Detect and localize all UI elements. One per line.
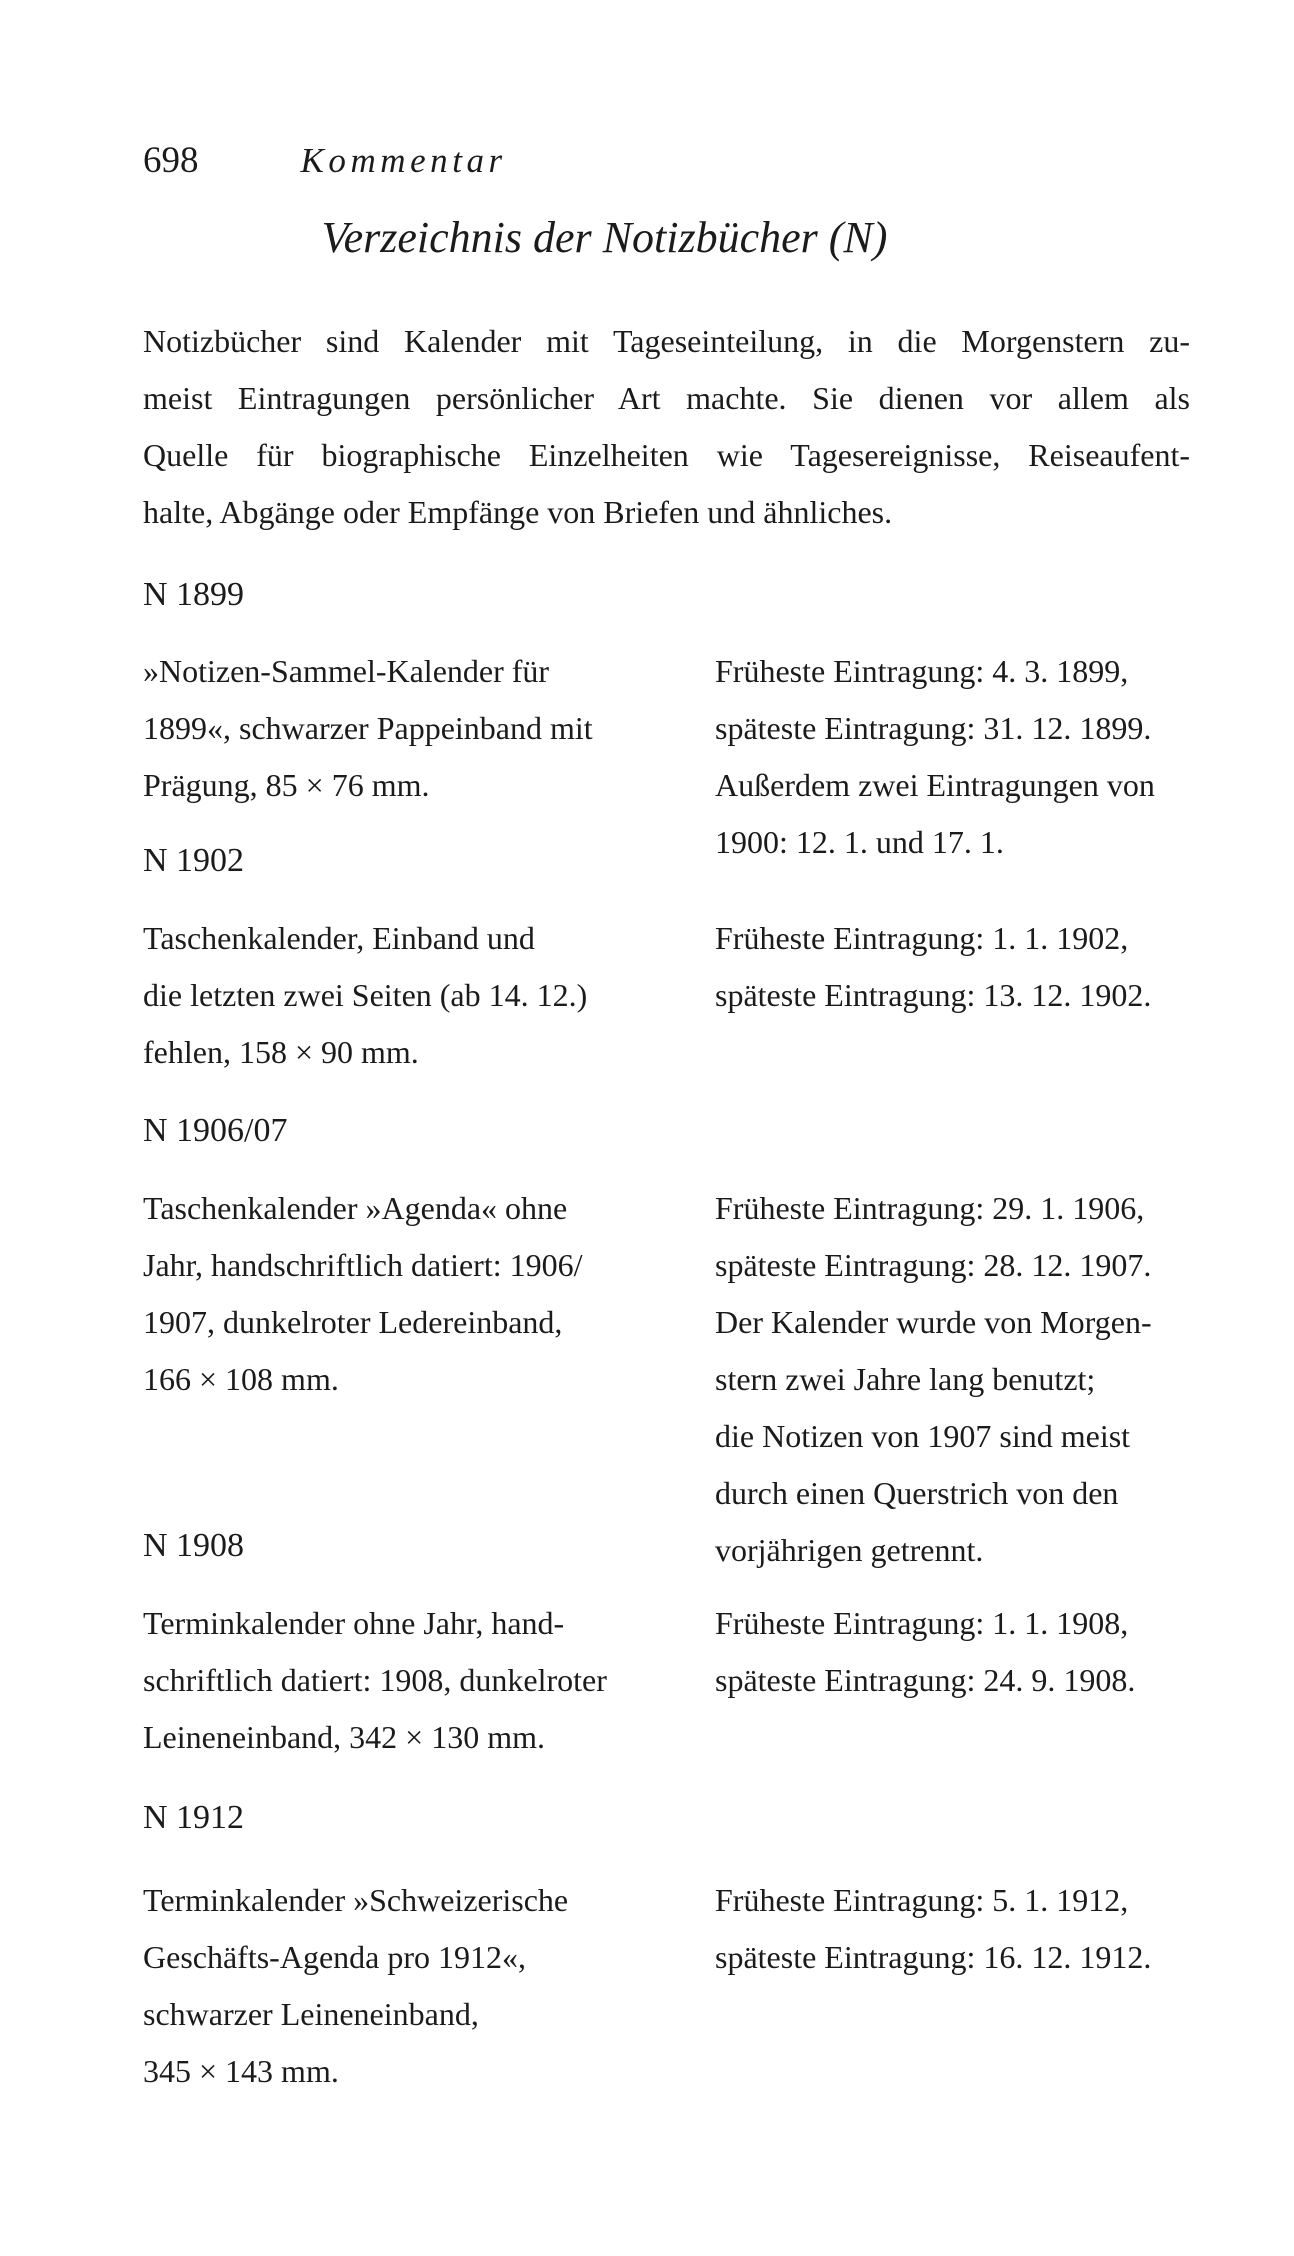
section-heading-n1899: N 1899	[143, 576, 245, 613]
intro-paragraph	[143, 313, 1190, 541]
text-line: späteste Eintragung: 28. 12. 1907.	[715, 1247, 1152, 1283]
entry-n1902-dates-column	[715, 910, 1193, 1024]
text-line: stern zwei Jahre lang benutzt;	[715, 1361, 1096, 1397]
text-line: Leineneinband, 342 × 130 mm.	[143, 1719, 545, 1755]
text-line: Früheste Eintragung: 4. 3. 1899,	[715, 653, 1129, 689]
intro-line: Notizbücher sind Kalender mit Tageseinteilung, in die Morgenstern zu-	[143, 323, 1190, 359]
section-heading-n1906-07: N 1906/07	[143, 1112, 288, 1149]
entry-n1906-07-description-column	[143, 1180, 688, 1408]
intro-line: halte, Abgänge oder Empfänge von Briefen und ähnliches.	[143, 494, 893, 530]
text-line: 1907, dunkelroter Ledereinband,	[143, 1304, 563, 1340]
page-title: Verzeichnis der Notizbücher (N)	[321, 213, 888, 262]
text-line: späteste Eintragung: 31. 12. 1899.	[715, 710, 1152, 746]
text-line: 1900: 12. 1. und 17. 1.	[715, 824, 1004, 860]
text-line: späteste Eintragung: 16. 12. 1912.	[715, 1939, 1152, 1975]
text-line: durch einen Querstrich von den	[715, 1475, 1119, 1511]
entry-n1906-07-dates-column	[715, 1180, 1193, 1579]
text-line: »Notizen-Sammel-Kalender für	[143, 653, 550, 689]
entry-n1912-dates-column	[715, 1872, 1193, 1986]
running-head: Kommentar	[300, 141, 507, 180]
entry-n1899-description-column	[143, 643, 688, 814]
text-line: Früheste Eintragung: 1. 1. 1902,	[715, 920, 1129, 956]
text-line: fehlen, 158 × 90 mm.	[143, 1034, 419, 1070]
entry-n1912-description-column	[143, 1872, 688, 2100]
text-line: Früheste Eintragung: 5. 1. 1912,	[715, 1882, 1129, 1918]
text-line: schriftlich datiert: 1908, dunkelroter	[143, 1662, 607, 1698]
section-heading-n1902: N 1902	[143, 842, 245, 879]
section-heading-n1912: N 1912	[143, 1799, 245, 1836]
text-line: schwarzer Leineneinband,	[143, 1996, 479, 2032]
entry-n1899-dates-column	[715, 643, 1193, 871]
text-line: Taschenkalender »Agenda« ohne	[143, 1190, 568, 1226]
text-line: Jahr, handschriftlich datiert: 1906/	[143, 1247, 583, 1283]
text-line: 1899«, schwarzer Pappeinband mit	[143, 710, 593, 746]
text-line: vorjährigen getrennt.	[715, 1532, 984, 1568]
entry-n1908-description-column	[143, 1595, 688, 1766]
text-line: Prägung, 85 × 76 mm.	[143, 767, 430, 803]
section-heading-n1908: N 1908	[143, 1527, 245, 1564]
page-header	[143, 132, 1190, 189]
text-line: Terminkalender »Schweizerische	[143, 1882, 569, 1918]
text-line: 166 × 108 mm.	[143, 1361, 339, 1397]
intro-line: meist Eintragungen persönlicher Art machte. Sie dienen vor allem als	[143, 380, 1190, 416]
text-line: Früheste Eintragung: 29. 1. 1906,	[715, 1190, 1145, 1226]
text-line: Taschenkalender, Einband und	[143, 920, 535, 956]
page-number: 698	[143, 140, 199, 181]
text-line: die letzten zwei Seiten (ab 14. 12.)	[143, 977, 588, 1013]
text-line: Früheste Eintragung: 1. 1. 1908,	[715, 1605, 1129, 1641]
text-line: die Notizen von 1907 sind meist	[715, 1418, 1131, 1454]
text-line: späteste Eintragung: 13. 12. 1902.	[715, 977, 1152, 1013]
entry-n1908-dates-column	[715, 1595, 1193, 1709]
intro-line: Quelle für biographische Einzelheiten wie Tagesereignisse, Reiseaufent-	[143, 437, 1190, 473]
text-line: späteste Eintragung: 24. 9. 1908.	[715, 1662, 1136, 1698]
text-line: Der Kalender wurde von Morgen-	[715, 1304, 1152, 1340]
text-line: Terminkalender ohne Jahr, hand-	[143, 1605, 565, 1641]
entry-n1902-description-column	[143, 910, 688, 1081]
text-line: 345 × 143 mm.	[143, 2053, 339, 2089]
text-line: Geschäfts-Agenda pro 1912«,	[143, 1939, 526, 1975]
text-line: Außerdem zwei Eintragungen von	[715, 767, 1155, 803]
